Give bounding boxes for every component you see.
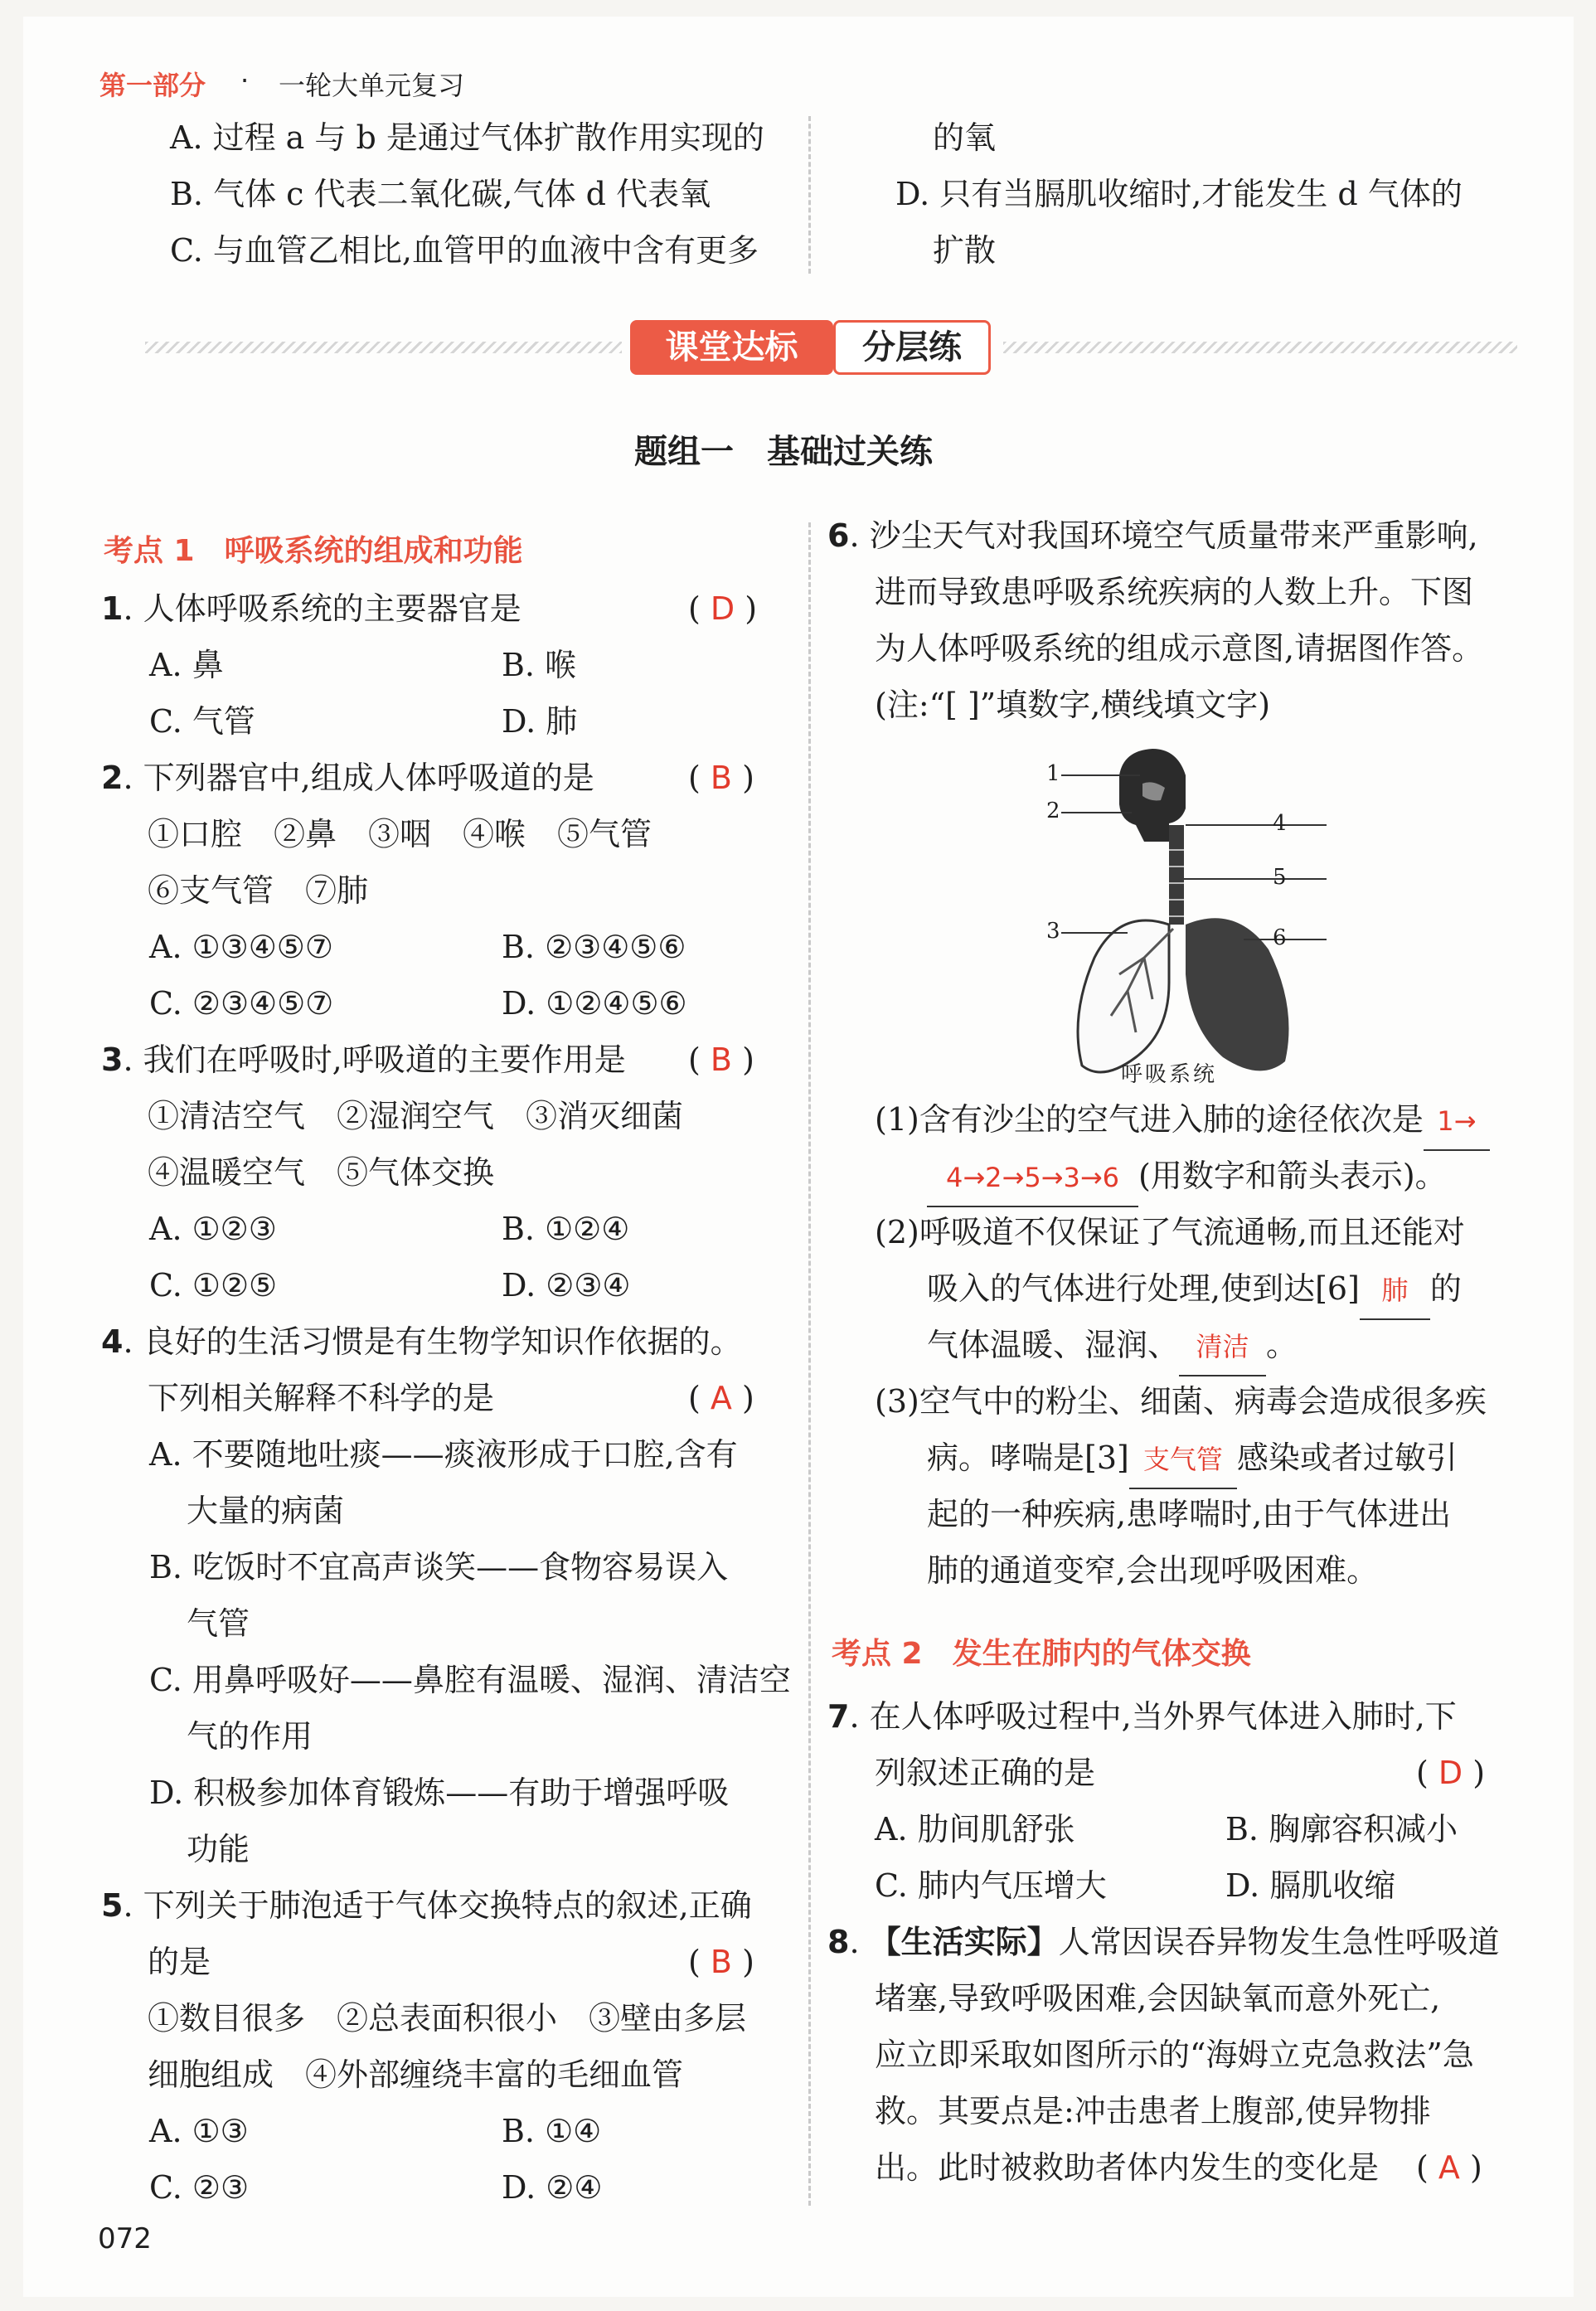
q1-answer: ( D ) [688, 590, 758, 627]
q1-stem: 1. 人体呼吸系统的主要器官是 [101, 590, 521, 627]
trachea-shape [1169, 825, 1184, 925]
column-divider-top [808, 116, 811, 274]
label-3: 3 [1046, 919, 1060, 944]
banner-layered-practice: 分层练 [833, 320, 991, 375]
q2-items-line1: ①口腔 ②鼻 ③咽 ④喉 ⑤气管 [148, 816, 652, 852]
q8-stem-line2: 堵塞,导致呼吸困难,会因缺氧而意外死亡, [875, 1980, 1441, 2017]
q6-stem-line2: 进而导致患呼吸系统疾病的人数上升。下图 [875, 574, 1474, 610]
header-dot: · [240, 65, 250, 96]
section-2-title: 考点 2 发生在肺内的气体交换 [832, 1637, 1251, 1671]
banner-hatch-right [1003, 342, 1517, 353]
prev-option-c-line2: 的氧 [933, 119, 997, 156]
q6-part1-line2: 4→2→5→3→6 (用数字和箭头表示)。 [927, 1148, 1447, 1207]
q6-part3-line4: 肺的通道变窄,会出现呼吸困难。 [927, 1552, 1379, 1589]
q4-option-a-line2: 大量的病菌 [187, 1493, 345, 1529]
prev-option-a: A. 过程 a 与 b 是通过气体扩散作用实现的 [170, 119, 764, 156]
q3-option-c: C. ①②⑤ [149, 1267, 278, 1304]
q2-option-a: A. ①③④⑤⑦ [149, 929, 333, 965]
q7-option-d: D. 膈肌收缩 [1225, 1867, 1396, 1904]
prev-option-d-line1: D. 只有当膈肌收缩时,才能发生 d 气体的 [895, 176, 1463, 212]
q5-option-b: B. ①④ [502, 2113, 602, 2149]
q5-option-d: D. ②④ [502, 2169, 603, 2206]
label-4: 4 [1273, 811, 1287, 836]
q6-part1-line1: (1)含有沙尘的空气进入肺的途径依次是 1→ [875, 1091, 1490, 1151]
q2-option-c: C. ②③④⑤⑦ [149, 985, 334, 1022]
q5-option-a: A. ①③ [149, 2113, 249, 2149]
q2-option-d: D. ①②④⑤⑥ [502, 985, 687, 1022]
q4-option-b-line1: B. 吃饭时不宜高声谈笑——食物容易误入 [149, 1549, 729, 1585]
banner-class-practice: 课堂达标 [630, 320, 833, 375]
section-1-title: 考点 1 呼吸系统的组成和功能 [104, 534, 523, 568]
q4-option-c-line2: 气的作用 [187, 1718, 313, 1755]
q2-stem: 2. 下列器官中,组成人体呼吸道的是 [101, 760, 594, 796]
q4-option-d-line2: 功能 [187, 1831, 250, 1867]
q6-stem-line4: (注:“[ ]”填数字,横线填文字) [875, 687, 1271, 723]
q4-stem-line2: 下列相关解释不科学的是 [148, 1380, 495, 1416]
q5-items-line2: 细胞组成 ④外部缠绕丰富的毛细血管 [148, 2056, 684, 2093]
q8-stem-line3: 应立即采取如图所示的“海姆立克急救法”急 [875, 2037, 1474, 2073]
q3-option-b: B. ①②④ [502, 1211, 630, 1247]
q8-stem-line1: 8. 【生活实际】人常因误吞异物发生急性呼吸道 [827, 1923, 1500, 1960]
q7-option-c: C. 肺内气压增大 [875, 1867, 1107, 1904]
q3-items-line1: ①清洁空气 ②湿润空气 ③消灭细菌 [148, 1098, 684, 1134]
prev-option-b: B. 气体 c 代表二氧化碳,气体 d 代表氧 [170, 176, 711, 212]
q6-stem-line3: 为人体呼吸系统的组成示意图,请据图作答。 [875, 630, 1484, 667]
q6-part2-line3: 气体温暖、湿润、 清洁 。 [927, 1317, 1298, 1376]
q3-items-line2: ④温暖空气 ⑤气体交换 [148, 1154, 495, 1191]
q1-option-c: C. 气管 [149, 703, 255, 740]
figure-caption: 呼吸系统 [1121, 1062, 1218, 1087]
q5-stem-line1: 5. 下列关于肺泡适于气体交换特点的叙述,正确 [101, 1887, 752, 1924]
q6-stem-line1: 6. 沙尘天气对我国环境空气质量带来严重影响, [827, 517, 1478, 554]
q1-option-d: D. 肺 [502, 703, 578, 740]
q6-part2-line2: 吸入的气体进行处理,使到达[6] 肺 的 [927, 1260, 1462, 1320]
q7-answer: ( D ) [1416, 1755, 1486, 1791]
q1-option-b: B. 喉 [502, 647, 577, 683]
q4-option-a-line1: A. 不要随地吐痰——痰液形成于口腔,含有 [149, 1436, 738, 1473]
q5-items-line1: ①数目很多 ②总表面积很小 ③壁由多层 [148, 2000, 747, 2037]
q5-stem-line2: 的是 [148, 1944, 211, 1980]
q4-option-d-line1: D. 积极参加体育锻炼——有助于增强呼吸 [149, 1775, 730, 1811]
column-divider [808, 522, 811, 2206]
prev-option-d-line2: 扩散 [933, 232, 997, 269]
q5-option-c: C. ②③ [149, 2169, 250, 2206]
q3-stem: 3. 我们在呼吸时,呼吸道的主要作用是 [101, 1041, 626, 1078]
q7-stem-line1: 7. 在人体呼吸过程中,当外界气体进入肺时,下 [827, 1698, 1457, 1735]
q5-answer: ( B ) [688, 1944, 754, 1980]
header-part: 第一部分 [99, 70, 206, 101]
q7-option-a: A. 肋间肌舒张 [875, 1811, 1075, 1847]
q6-part2-line1: (2)呼吸道不仅保证了气流通畅,而且还能对 [875, 1214, 1465, 1250]
label-6: 6 [1273, 925, 1287, 950]
q6-part3-line2: 病。哮喘是[3] 支气管 感染或者过敏引 [927, 1430, 1458, 1489]
page-number: 072 [98, 2222, 152, 2255]
banner-hatch-left [145, 342, 622, 353]
q7-stem-line2: 列叙述正确的是 [875, 1755, 1096, 1791]
q3-option-a: A. ①②③ [149, 1211, 277, 1247]
q8-answer: ( A ) [1416, 2149, 1482, 2186]
group-title: 题组一 基础过关练 [634, 433, 933, 471]
q4-answer: ( A ) [688, 1380, 754, 1416]
label-5: 5 [1273, 865, 1287, 890]
respiratory-system-figure [1045, 742, 1343, 1090]
prev-option-c-line1: C. 与血管乙相比,血管甲的血液中含有更多 [170, 232, 759, 269]
label-1: 1 [1046, 761, 1060, 786]
q7-option-b: B. 胸廓容积减小 [1225, 1811, 1458, 1847]
q4-option-b-line2: 气管 [187, 1605, 250, 1642]
q4-stem-line1: 4. 良好的生活习惯是有生物学知识作依据的。 [101, 1323, 742, 1360]
q2-option-b: B. ②③④⑤⑥ [502, 929, 686, 965]
q1-option-a: A. 鼻 [149, 647, 224, 683]
q2-answer: ( B ) [688, 760, 754, 796]
q6-part3-line3: 起的一种疾病,患哮喘时,由于气体进出 [927, 1496, 1452, 1532]
q8-stem-line5: 出。此时被救助者体内发生的变化是 [875, 2149, 1380, 2186]
q4-option-c-line1: C. 用鼻呼吸好——鼻腔有温暖、湿润、清洁空 [149, 1662, 791, 1698]
header-title: 一轮大单元复习 [279, 70, 465, 101]
label-2: 2 [1046, 799, 1060, 823]
q3-answer: ( B ) [688, 1041, 754, 1078]
q8-stem-line4: 救。其要点是:冲击患者上腹部,使异物排 [875, 2093, 1431, 2129]
q3-option-d: D. ②③④ [502, 1267, 631, 1304]
q2-items-line2: ⑥支气管 ⑦肺 [148, 872, 369, 909]
q6-part3-line1: (3)空气中的粉尘、细菌、病毒会造成很多疾 [875, 1383, 1487, 1420]
